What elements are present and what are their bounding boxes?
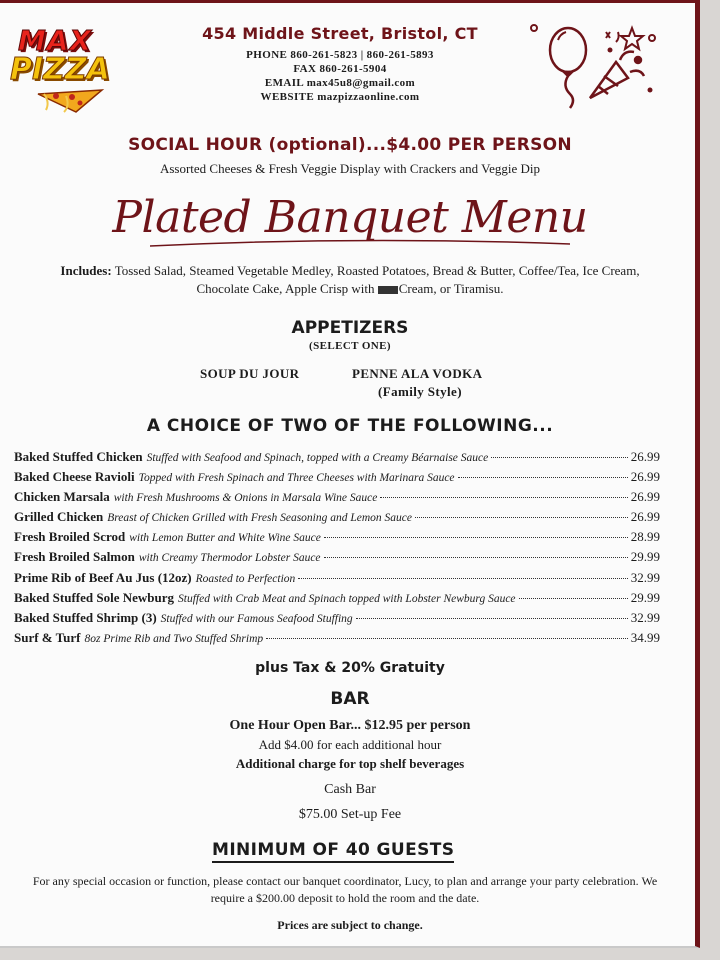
open-bar-price: One Hour Open Bar... $12.95 per person xyxy=(229,718,471,733)
phone-line: PHONE 860-261-5823 | 860-261-5893 xyxy=(246,49,434,61)
dot-leader xyxy=(415,517,628,518)
appetizer-note: (Family Style) xyxy=(378,384,462,399)
appetizers-subtitle: (SELECT ONE) xyxy=(309,340,391,352)
entree-description: with Fresh Mushrooms & Onions in Marsala Wine Sauce xyxy=(113,492,378,505)
entree-description: 8oz Prime Rib and Two Stuffed Shrimp xyxy=(84,632,264,645)
entree-item xyxy=(14,509,660,529)
entree-price: 29.99 xyxy=(630,589,660,605)
top-border xyxy=(0,0,700,3)
entree-description: Stuffed with our Famous Seafood Stuffing xyxy=(160,612,353,625)
tax-gratuity-note: plus Tax & 20% Gratuity xyxy=(255,660,445,676)
entree-name: Baked Stuffed Chicken xyxy=(14,449,143,464)
header-info xyxy=(170,24,510,104)
minimum-guests: MINIMUM OF 40 GUESTS xyxy=(212,840,454,863)
dot-leader xyxy=(519,598,628,599)
prices-subject-note: Prices are subject to change. xyxy=(277,918,423,932)
party-popper-icon xyxy=(590,52,644,98)
entree-price: 32.99 xyxy=(630,569,660,585)
entree-price: 34.99 xyxy=(630,629,660,645)
appetizer-option: SOUP DU JOUR xyxy=(200,366,300,381)
contact-footnote: For any special occasion or function, please contact our banquet coordinator, Lucy, to plan and arrange your party celebration. We require a $200.00 deposit to hold the room and the date. xyxy=(32,874,658,905)
fax-line: FAX 860-261-5904 xyxy=(293,63,387,75)
website-line: WEBSITE mazpizzaonline.com xyxy=(260,91,420,103)
entree-item xyxy=(14,529,660,549)
entree-price: 26.99 xyxy=(630,509,660,525)
entree-name: Baked Cheese Ravioli xyxy=(14,469,135,485)
top-shelf-note: Additional charge for top shelf beverages xyxy=(235,756,465,771)
includes-items: Tossed Salad, Steamed Vegetable Medley, Roasted Potatoes, Bread & Butter, Coffee/Tea, Ice Cream, Chocolate Cake, Apple Crisp with xyxy=(114,263,640,296)
dot-leader xyxy=(298,578,627,579)
entree-description: Stuffed with Seafood and Spinach, topped with a Creamy Béarnaise Sauce xyxy=(146,452,489,464)
appetizers-title: APPETIZERS xyxy=(291,318,409,338)
pizza-slice-icon xyxy=(36,88,106,114)
redacted-mark xyxy=(378,286,398,294)
entree-name: Fresh Broiled Scrod xyxy=(14,529,126,545)
social-hour-title: SOCIAL HOUR (optional)...$4.00 PER PERSON xyxy=(128,135,572,155)
max-pizza-logo xyxy=(10,24,120,116)
includes-text xyxy=(60,262,640,298)
entree-description: Topped with Fresh Spinach and Three Cheeses with Marinara Sauce xyxy=(138,472,455,485)
entree-item xyxy=(14,610,660,630)
dot-leader xyxy=(266,638,628,639)
party-decoration xyxy=(524,20,664,110)
entree-price: 29.99 xyxy=(630,549,660,565)
dot-leader xyxy=(356,618,628,619)
entree-price: 26.99 xyxy=(630,489,660,505)
dot-leader xyxy=(324,537,628,538)
includes-label: Includes: xyxy=(60,263,112,278)
balloon-icon xyxy=(550,28,586,108)
entree-name: Grilled Chicken xyxy=(14,509,104,525)
entree-description: with Lemon Butter and White Wine Sauce xyxy=(129,532,321,545)
entree-price: 26.99 xyxy=(630,449,660,464)
entree-item xyxy=(14,469,660,489)
setup-fee: $75.00 Set-up Fee xyxy=(298,807,402,822)
entree-name: Surf & Turf xyxy=(14,629,81,645)
entree-price: 32.99 xyxy=(630,609,660,625)
appetizer-option: PENNE ALA VODKA xyxy=(352,366,483,381)
social-hour-description: Assorted Cheeses & Fresh Veggie Display with Crackers and Veggie Dip xyxy=(159,161,541,176)
entree-name: Fresh Broiled Salmon xyxy=(14,549,135,565)
entree-description: with Creamy Thermodor Lobster Sauce xyxy=(138,552,321,565)
dot-leader xyxy=(380,497,627,498)
star-icon xyxy=(621,28,643,49)
entree-item xyxy=(14,489,660,509)
cash-bar: Cash Bar xyxy=(324,782,376,797)
dot-leader xyxy=(491,457,628,458)
entree-item xyxy=(14,449,660,469)
dot-leader xyxy=(324,557,628,558)
entree-name: Prime Rib of Beef Au Jus (12oz) xyxy=(14,569,192,585)
entree-item xyxy=(14,549,660,569)
logo-max-text: MAX xyxy=(18,24,93,57)
entree-list xyxy=(14,449,660,650)
entree-item xyxy=(14,630,660,650)
entree-item xyxy=(14,570,660,590)
entree-name: Chicken Marsala xyxy=(14,489,110,505)
menu-title: Plated Banquet Menu xyxy=(112,192,588,243)
entree-price: 26.99 xyxy=(630,469,660,485)
includes-items-end: Cream, or Tiramisu. xyxy=(398,281,504,296)
restaurant-address: 454 Middle Street, Bristol, CT xyxy=(202,24,478,43)
email-line: EMAIL max45u8@gmail.com xyxy=(264,77,416,89)
title-underline-swash xyxy=(150,238,570,250)
bar-title: BAR xyxy=(330,689,370,709)
entree-price: 28.99 xyxy=(630,529,660,545)
entree-item xyxy=(14,590,660,610)
entree-name: Baked Stuffed Shrimp (3) xyxy=(14,609,157,625)
entree-heading: A CHOICE OF TWO OF THE FOLLOWING... xyxy=(146,416,554,436)
entree-description: Roasted to Perfection xyxy=(195,572,296,585)
additional-hour-price: Add $4.00 for each additional hour xyxy=(258,737,442,752)
entree-description: Breast of Chicken Grilled with Fresh Seasoning and Lemon Sauce xyxy=(107,512,413,525)
entree-name: Baked Stuffed Sole Newburg xyxy=(14,589,174,605)
dot-leader xyxy=(458,477,628,478)
logo-pizza-text: PIZZA xyxy=(10,52,110,87)
entree-description: Stuffed with Crab Meat and Spinach topped with Lobster Newburg Sauce xyxy=(178,592,516,605)
